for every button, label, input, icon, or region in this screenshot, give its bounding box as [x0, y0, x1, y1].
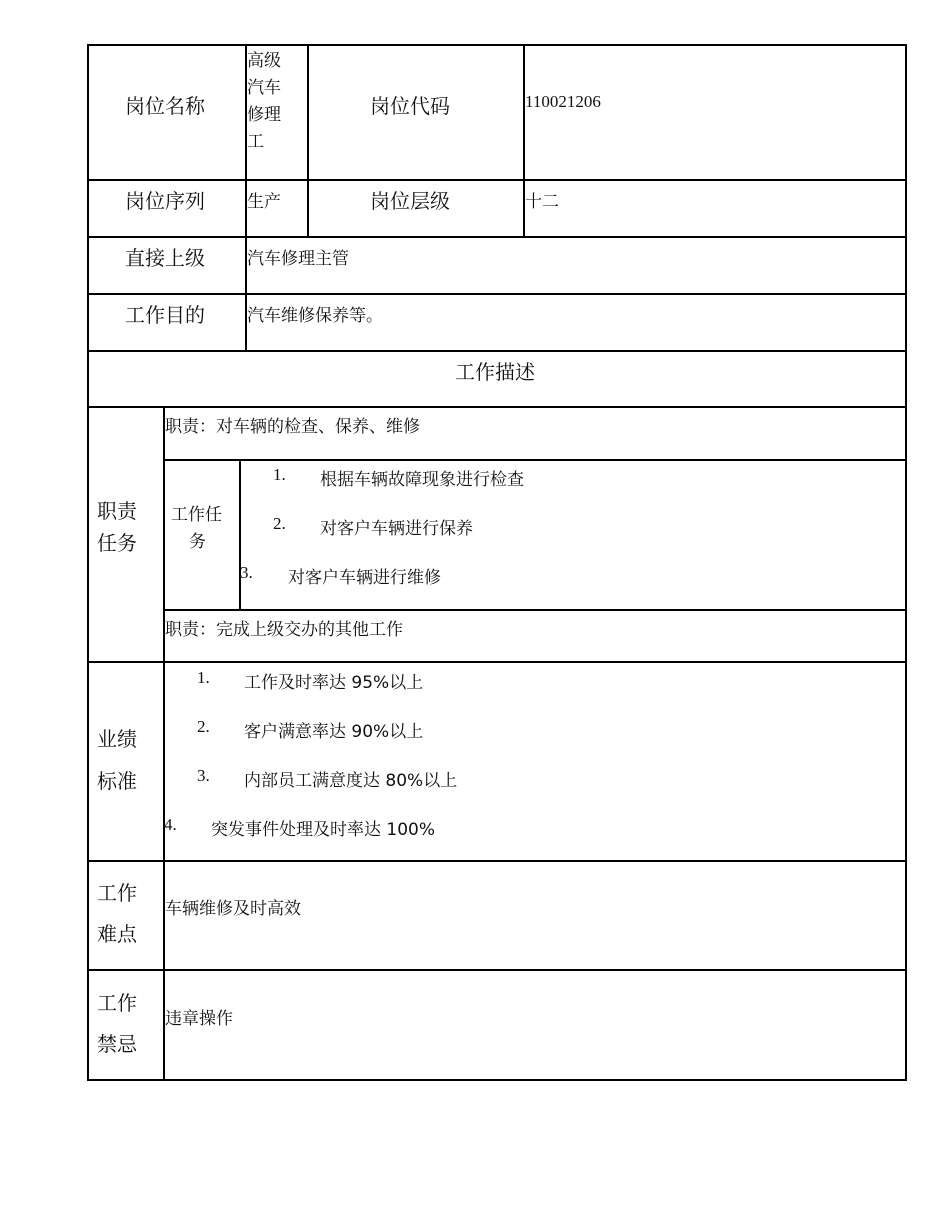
border-line — [163, 609, 907, 611]
position-name-value — [247, 48, 281, 156]
performance-item: 突发事件处理及时率达 100% — [211, 820, 436, 840]
performance-label-line2: 标准 — [97, 769, 137, 793]
description-title: 工作描述 — [455, 360, 535, 384]
task-number: 2. — [273, 514, 286, 533]
position-code-label: 岗位代码 — [370, 94, 450, 118]
border-line — [87, 1079, 907, 1081]
level-value: 十二 — [525, 192, 559, 212]
border-line — [87, 44, 907, 46]
taboo-label-line2: 禁忌 — [97, 1032, 137, 1056]
position-name-line: 高级 — [247, 51, 281, 71]
sequence-value: 生产 — [247, 192, 281, 212]
difficulty-label-line1: 工作 — [97, 881, 137, 905]
duties-label-line2: 任务 — [97, 531, 137, 555]
performance-item: 工作及时率达 95%以上 — [244, 673, 424, 693]
performance-label-line1: 业绩 — [97, 727, 137, 751]
sequence-label: 岗位序列 — [125, 189, 205, 213]
taboo-label-line1: 工作 — [97, 991, 137, 1015]
border-line — [87, 236, 907, 238]
taboo-value: 违章操作 — [165, 1009, 233, 1029]
border-line — [307, 44, 309, 238]
position-name-line: 工 — [247, 132, 264, 152]
duties-label-line1: 职责 — [97, 499, 137, 523]
position-name-line: 修理 — [247, 105, 281, 125]
supervisor-value: 汽车修理主管 — [247, 249, 349, 269]
border-line — [87, 661, 907, 663]
border-line — [87, 293, 907, 295]
level-label: 岗位层级 — [370, 189, 450, 213]
performance-number: 1. — [197, 668, 210, 687]
position-code-value: 110021206 — [525, 92, 601, 111]
border-line — [87, 406, 907, 408]
task-item: 对客户车辆进行保养 — [320, 519, 473, 539]
purpose-label: 工作目的 — [125, 303, 205, 327]
border-line — [87, 969, 907, 971]
border-line — [87, 179, 907, 181]
difficulty-label-line2: 难点 — [97, 922, 137, 946]
task-label-line1: 工作任 — [171, 505, 222, 525]
performance-number: 3. — [197, 766, 210, 785]
performance-item: 客户满意率达 90%以上 — [244, 722, 424, 742]
task-number: 3. — [240, 563, 253, 582]
border-line — [239, 459, 241, 611]
performance-number: 4. — [164, 815, 177, 834]
border-line — [905, 44, 907, 1081]
position-name-line: 汽车 — [247, 78, 281, 98]
border-line — [163, 406, 165, 1081]
purpose-value: 汽车维修保养等。 — [247, 306, 383, 326]
border-line — [87, 44, 89, 1081]
task-label-line2: 务 — [189, 532, 206, 552]
border-line — [87, 860, 907, 862]
task-item: 对客户车辆进行维修 — [288, 568, 441, 588]
task-item: 根据车辆故障现象进行检查 — [320, 470, 524, 490]
position-name-label: 岗位名称 — [125, 94, 205, 118]
border-line — [163, 459, 907, 461]
supervisor-label: 直接上级 — [125, 246, 205, 270]
duty-2: 职责：完成上级交办的其他工作 — [165, 620, 403, 640]
border-line — [87, 350, 907, 352]
duty-1: 职责：对车辆的检查、保养、维修 — [165, 417, 420, 437]
performance-number: 2. — [197, 717, 210, 736]
difficulty-value: 车辆维修及时高效 — [165, 899, 301, 919]
task-number: 1. — [273, 465, 286, 484]
performance-item: 内部员工满意度达 80%以上 — [244, 771, 458, 791]
